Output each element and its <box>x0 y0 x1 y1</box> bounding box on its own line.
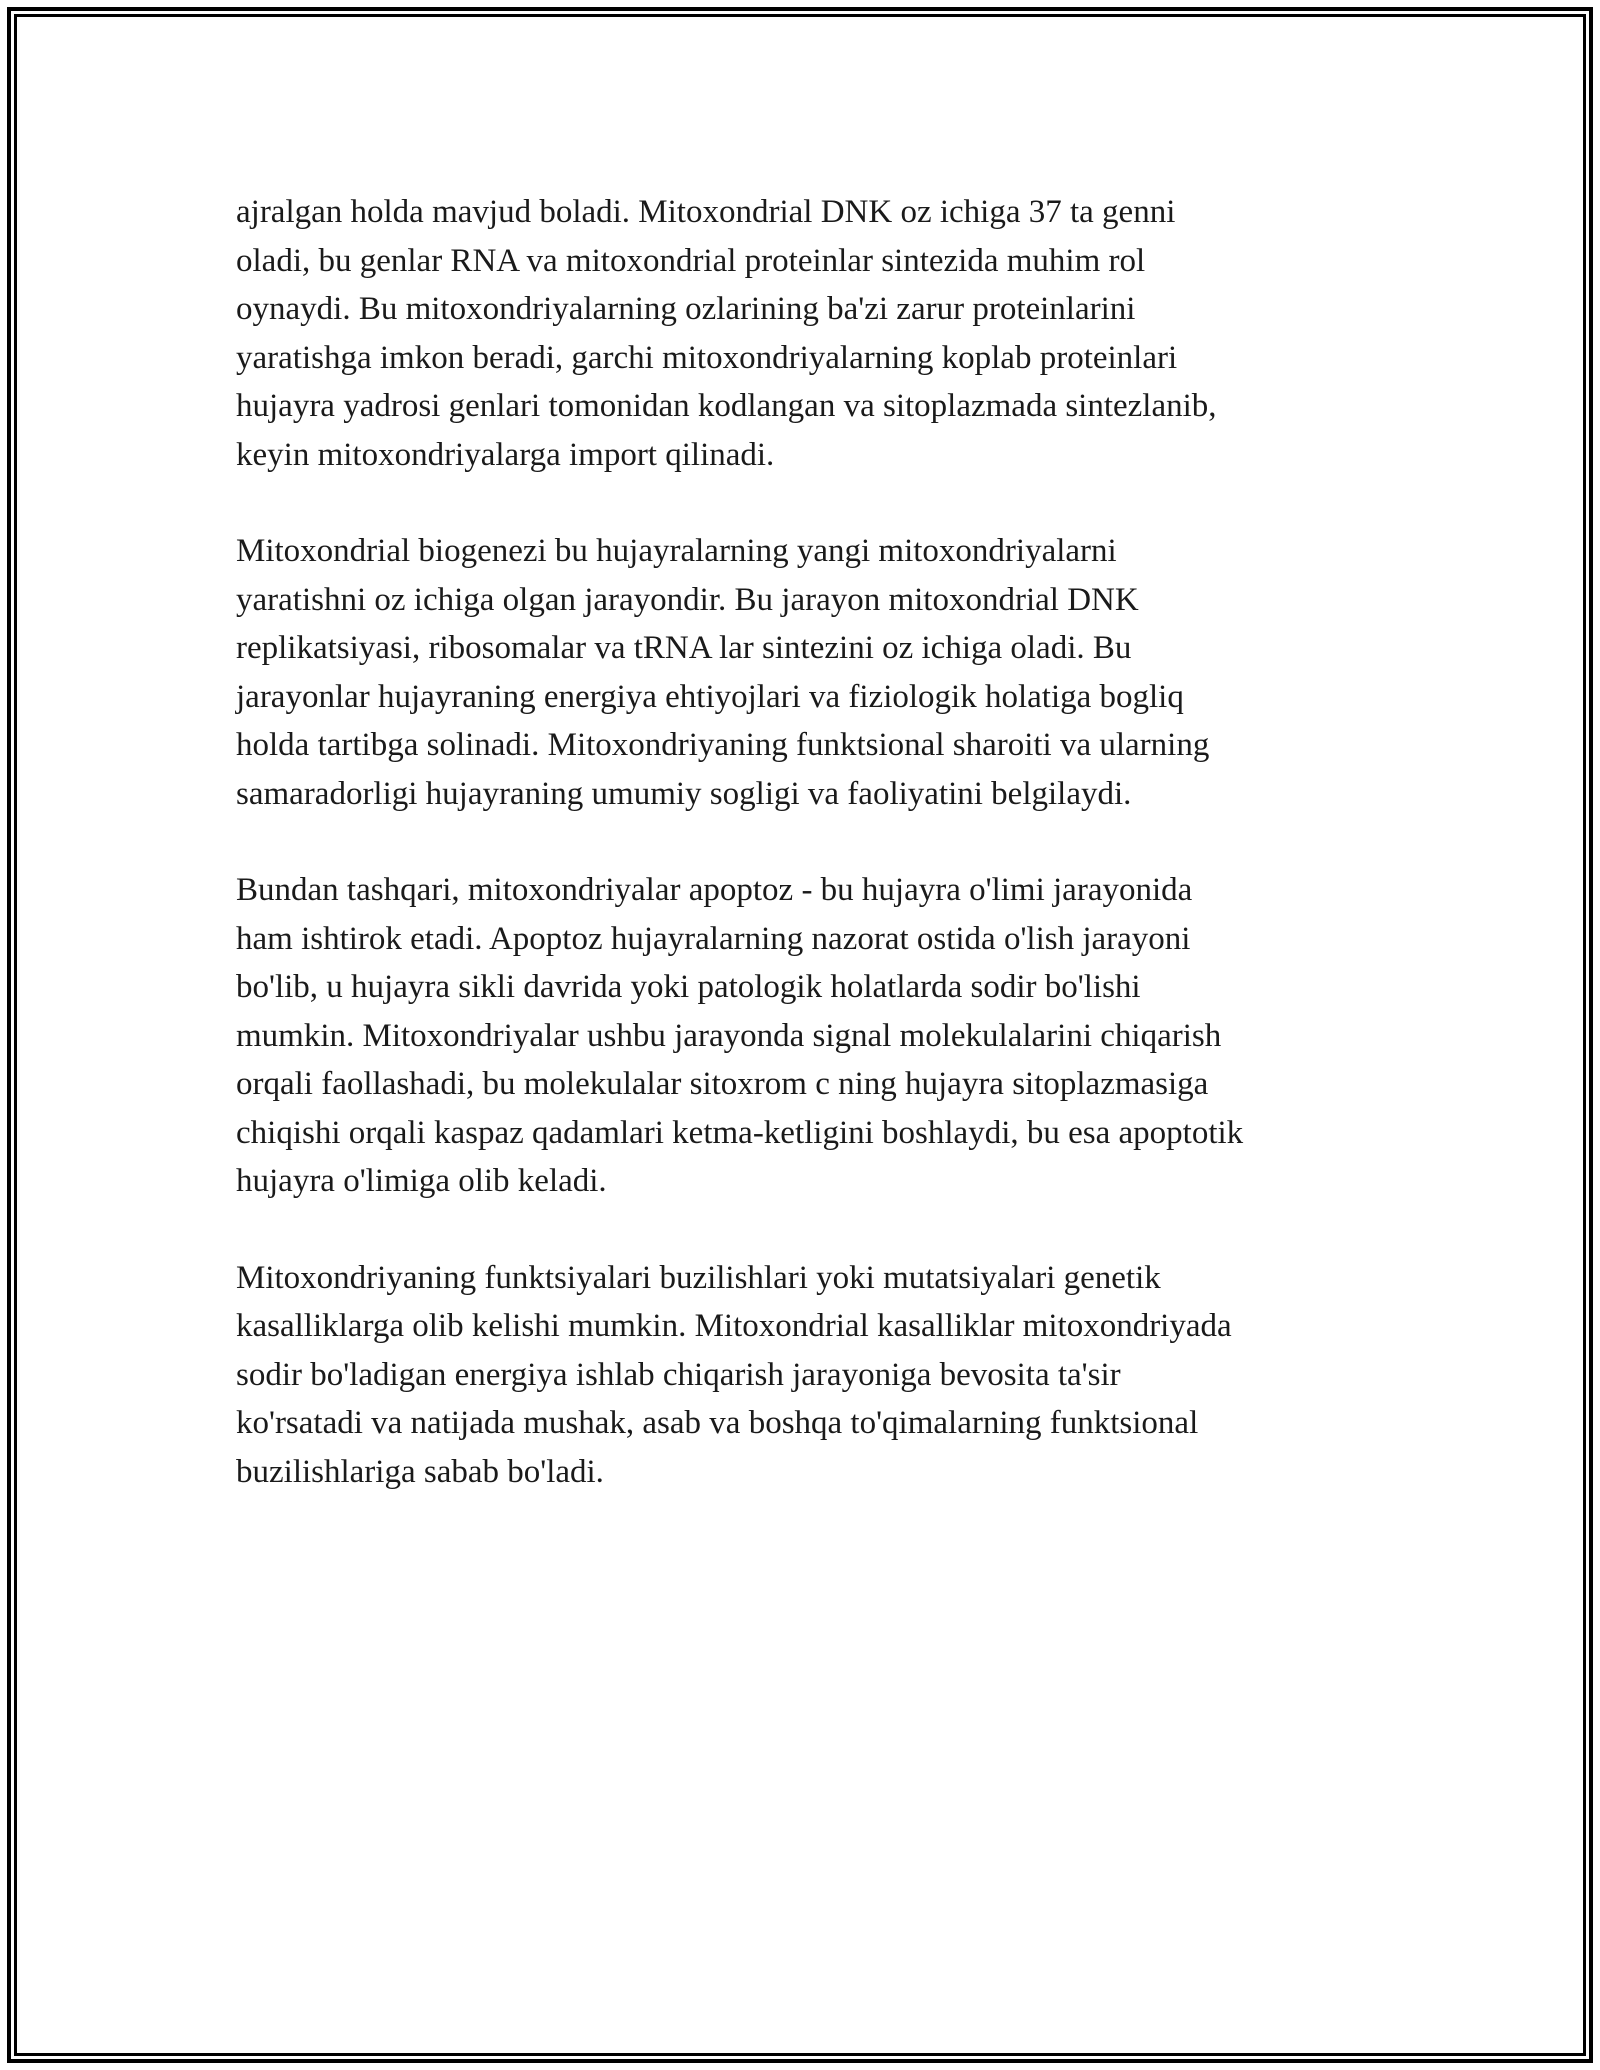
paragraph-1: ajralgan holda mavjud boladi. Mitoxondrial DNK oz ichiga 37 ta genni oladi, bu genlar RNA va mitoxondrial proteinlar sintezida muhim rol oynaydi. Bu mitoxondriyalarning ozlarining ba'zi zarur proteinlarini yaratishga imkon beradi, garchi mitoxondriyalarning koplab proteinlari hujayra yadrosi genlari tomonidan kodlangan va sitoplazmada sintezlanib, keyin mitoxondriyalarga import qilinadi. <box>236 194 1217 473</box>
paragraph-4: Mitoxondriyaning funktsiyalari buzilishlari yoki mutatsiyalari genetik kasalliklarga olib kelishi mumkin. Mitoxondrial kasalliklar mitoxondriyada sodir bo'ladigan energiya ishlab chiqarish jarayoniga bevosita ta'sir ko'rsatadi va natijada mushak, asab va boshqa to'qimalarning funktsional buzilishlariga sabab bo'ladi. <box>236 1259 1232 1490</box>
paragraph-3: Bundan tashqari, mitoxondriyalar apoptoz - bu hujayra o'limi jarayonida ham ishtirok etadi. Apoptoz hujayralarning nazorat ostida o'lish jarayoni bo'lib, u hujayra sikli davrida yoki patologik holatlarda sodir bo'lishi mumkin. Mitoxondriyalar ushbu jarayonda signal molekulalarini chiqarish orqali faollashadi, bu molekulalar sitoxrom c ning hujayra sitoplazmasiga chiqishi orqali kaspaz qadamlari ketma-ketligini boshlaydi, bu esa apoptotik hujayra o'limiga olib keladi. <box>236 872 1244 1199</box>
document-body <box>236 188 1366 1544</box>
paragraph-2: Mitoxondrial biogenezi bu hujayralarning yangi mitoxondriyalarni yaratishni oz ichiga olgan jarayondir. Bu jarayon mitoxondrial DNK replikatsiyasi, ribosomalar va tRNA lar sintezini oz ichiga oladi. Bu jarayonlar hujayraning energiya ehtiyojlari va fiziologik holatiga bogliq holda tartibga solinadi. Mitoxondriyaning funktsional sharoiti va ularning samaradorligi hujayraning umumiy sogligi va faoliyatini belgilaydi. <box>236 533 1210 812</box>
